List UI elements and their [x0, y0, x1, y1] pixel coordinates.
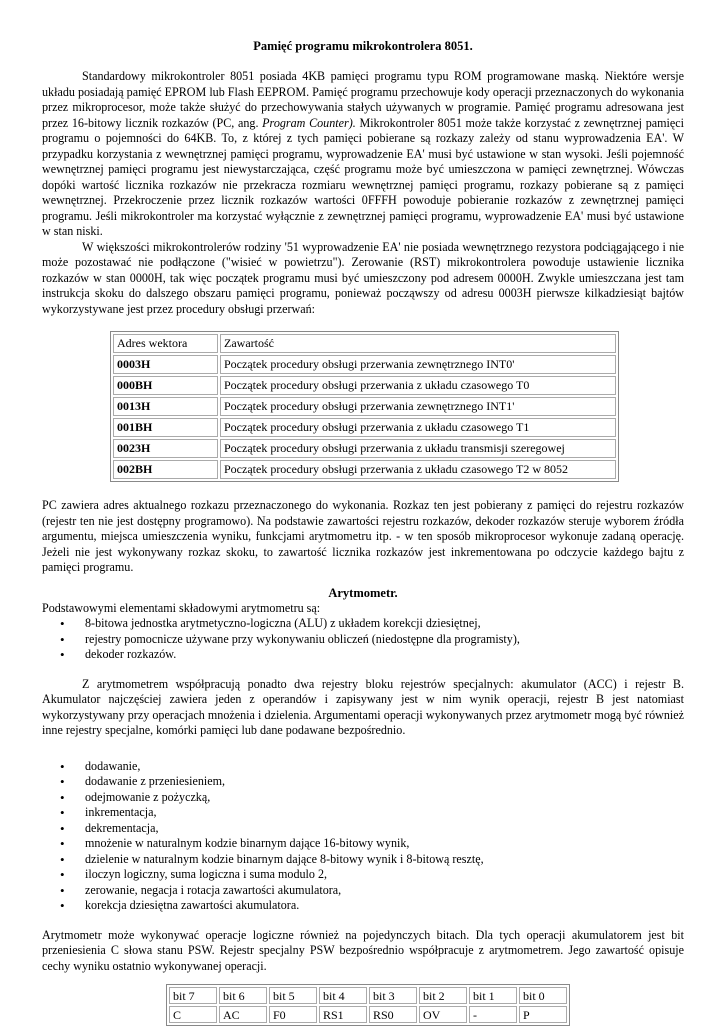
vector-address-cell: 0023H: [113, 439, 218, 458]
spacer: [42, 914, 684, 928]
table-row: [113, 439, 616, 458]
bit-header-cell: bit 1: [469, 987, 517, 1004]
psw-bits-table: [166, 984, 570, 1026]
bit-value-cell: RS0: [369, 1006, 417, 1023]
list-item: • dekoder rozkazów.: [60, 647, 684, 663]
spacer: [42, 739, 684, 753]
spacer: [42, 663, 684, 677]
vector-content-cell: Początek procedury obsługi przerwania z układu czasowego T0: [220, 376, 616, 395]
list-item: • rejestry pomocnicze używane przy wykonywaniu obliczeń (niedostępne dla programisty),: [60, 632, 684, 648]
list-item: • inkrementacja,: [60, 805, 684, 821]
operations-list: [42, 759, 684, 914]
bit-value-cell: P: [519, 1006, 567, 1023]
bit-value-cell: F0: [269, 1006, 317, 1023]
bit-value-cell: OV: [419, 1006, 467, 1023]
vector-address-cell: 0003H: [113, 355, 218, 374]
list-item: • zerowanie, negacja i rotacja zawartości akumulatora,: [60, 883, 684, 899]
bit-value-cell: RS1: [319, 1006, 367, 1023]
table-row: [113, 397, 616, 416]
vector-address-cell: 000BH: [113, 376, 218, 395]
paragraph-text-continued: Mikrokontroler 8051 może także korzystać z zewnętrznej pamięci programu o pojemności do 64KB. To, z której z tych pamięci pobierane są rozkazy zależy od stanu wyprowadzenia EA'. W przypadku korzystania z wewnętrznej pamięci programu, wyprowadzenie EA' musi być ustawione w stan wysoki. Jeśli pojemność wewnętrznej pamięci programu jest niewystarczająca, część programu może być umieszczona w pamięci zewnętrznej. Wówczas dopóki wartość licznika rozkazów nie przekracza rozmiaru wewnętrznej pamięci programu, rozkazy pobierane są z pamięci wewnętrznej. Przekroczenie przez licznik rozkazów wartości 0FFFH powoduje pobieranie rozkazów z zewnętrznej pamięci programu. Jeśli mikrokontroler ma korzystać wyłącznie z zewnętrznej pamięci programu, wyprowadzenie EA' musi być ustawione w stan niski.: [42, 115, 684, 238]
paragraph-ea-pin: W większości mikrokontrolerów rodziny '51 wyprowadzenie EA' nie posiada wewnętrznego rezystora podciągającego i nie może pozostawać nie podłączone ("wisieć w powietrzu"). Zerowanie (RST) mikrokontrolera powoduje ustawienie licznika rozkazów w stan 0000H, tak więc początek programu musi być umieszczony pod adresem 0000H. Zwykle umieszczana jest tam instrukcja skoku do dalszego obszaru pamięci programu, ponieważ począwszy od adresu 0003H pierwsze kilkadziesiąt bajtów wykorzystywane jest przez procedury obsługi przerwań:: [42, 239, 684, 316]
document-page: [42, 38, 684, 1026]
vector-address-cell: 0013H: [113, 397, 218, 416]
list-item: • korekcja dziesiętna zawartości akumulatora.: [60, 898, 684, 914]
list-item: • iloczyn logiczny, suma logiczna i suma modulo 2,: [60, 867, 684, 883]
table-row: [113, 418, 616, 437]
vector-content-cell: Początek procedury obsługi przerwania zewnętrznego INT1': [220, 397, 616, 416]
list-item: • mnożenie w naturalnym kodzie binarnym dające 16-bitowy wynik,: [60, 836, 684, 852]
table-header-cell: Adres wektora: [113, 334, 218, 353]
paragraph-text: Standardowy mikrokontroler 8051 posiada 4KB pamięci programu typu ROM programowane maską. Niektóre wersje układu posiadają pamięć EPROM lub Flash EEPROM. Pamięć programu przechowuje kody operacji przeznaczonych do wykonania przez mikroprocesor, może także służyć do przechowywania stałych używanych w programie. Pamięć programu adresowana jest przez 16-bitowy licznik rozkazów (PC, ang.: [42, 69, 684, 130]
page-title: Pamięć programu mikrokontrolera 8051.: [253, 39, 473, 53]
list-item: • dodawanie z przeniesieniem,: [60, 774, 684, 790]
paragraph-registers: Z arytmometrem współpracują ponadto dwa rejestry bloku rejestrów specjalnych: akumulator (ACC) i rejestr B. Akumulator najczęściej zawiera jeden z operandów i zapisywany jest w nim wynik operacji, rejestr B jest natomiast wykorzystywany przy operacjach mnożenia i dzielenia. Argumentami operacji wykonywanych przez arytmometr mogą być również inne rejestry specjalne, komórki pamięci lub dane podawane bezpośrednio.: [42, 676, 684, 737]
vector-address-cell: 002BH: [113, 460, 218, 479]
bit-header-cell: bit 7: [169, 987, 217, 1004]
list-item: • dzielenie w naturalnym kodzie binarnym dające 8-bitowy wynik i 8-bitową resztę,: [60, 852, 684, 868]
table-row: [113, 376, 616, 395]
bit-header-cell: bit 2: [419, 987, 467, 1004]
table-header-row: [169, 987, 567, 1004]
vector-content-cell: Początek procedury obsługi przerwania z układu transmisji szeregowej: [220, 439, 616, 458]
paragraph-program-counter: PC zawiera adres aktualnego rozkazu przeznaczonego do wykonania. Rozkaz ten jest pobierany z pamięci do rejestru rozkazów (rejestr ten nie jest dostępny programowo). Na podstawie zawartości rejestru rozkazów, dekoder rozkazów steruje wyborem źródła argumentu, miejsca umieszczenia wyniku, funkcjami arytmometru itp. - w ten sposób mikroprocesor wykonuje zadaną operację. Jeżeli nie jest wykonywany rozkaz skoku, to zawartość licznika rozkazów jest inkrementowana po odczycie każdego bajtu z pamięci programu.: [42, 498, 684, 574]
table-row: [169, 1006, 567, 1023]
italic-term: Program Counter).: [262, 115, 356, 130]
section-heading-alu: Arytmometr.: [328, 585, 398, 600]
bit-value-cell: -: [469, 1006, 517, 1023]
vector-content-cell: Początek procedury obsługi przerwania z układu czasowego T2 w 8052: [220, 460, 616, 479]
alu-components-list: [42, 616, 684, 663]
table-header-row: [113, 334, 616, 353]
bit-header-cell: bit 4: [319, 987, 367, 1004]
vector-content-cell: Początek procedury obsługi przerwania zewnętrznego INT0': [220, 355, 616, 374]
table-row: [113, 460, 616, 479]
paragraph-alu-intro: Podstawowymi elementami składowymi arytmometru są:: [42, 600, 321, 615]
bit-header-cell: bit 6: [219, 987, 267, 1004]
vector-address-cell: 001BH: [113, 418, 218, 437]
bit-value-cell: AC: [219, 1006, 267, 1023]
paragraph-program-memory: [42, 69, 684, 240]
table-header-cell: Zawartość: [220, 334, 616, 353]
bit-header-cell: bit 5: [269, 987, 317, 1004]
list-item: • 8-bitowa jednostka arytmetyczno-logiczna (ALU) z układem korekcji dziesiętnej,: [60, 616, 684, 632]
table-row: [113, 355, 616, 374]
interrupt-vector-table: [110, 331, 619, 482]
vector-content-cell: Początek procedury obsługi przerwania z układu czasowego T1: [220, 418, 616, 437]
bit-header-cell: bit 0: [519, 987, 567, 1004]
list-item: • dekrementacja,: [60, 821, 684, 837]
bit-value-cell: C: [169, 1006, 217, 1023]
bit-header-cell: bit 3: [369, 987, 417, 1004]
paragraph-bit-operations: Arytmometr może wykonywać operacje logiczne również na pojedynczych bitach. Dla tych operacji akumulatorem jest bit przeniesienia C słowa stanu PSW. Rejestr specjalny PSW bezpośrednio współpracuje z arytmometrem. Jego zawartość opisuje cechy wyniku ostatnio wykonywanej operacji.: [42, 927, 684, 973]
list-item: • odejmowanie z pożyczką,: [60, 790, 684, 806]
list-item: • dodawanie,: [60, 759, 684, 775]
